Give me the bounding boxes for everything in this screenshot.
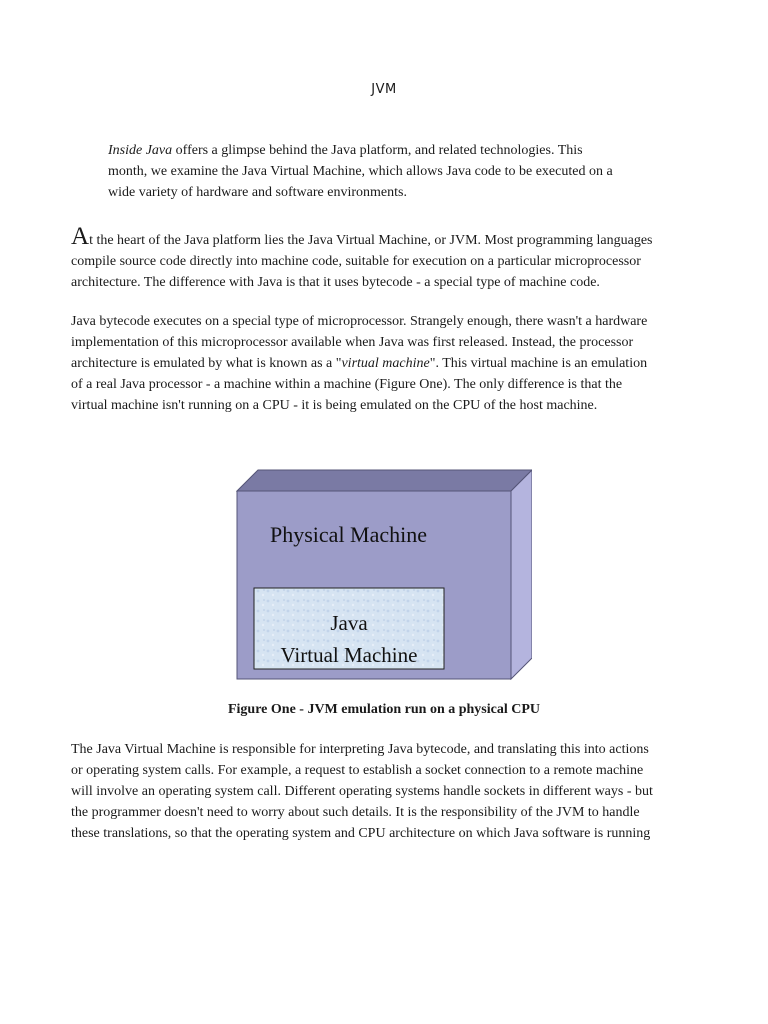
body-paragraph-2: [71, 311, 701, 416]
para2-line-5: virtual machine isn't running on a CPU - it is being emulated on the CPU of the host machine.: [71, 398, 598, 413]
body-paragraph-3: [71, 739, 701, 844]
figure-caption: Figure One - JVM emulation run on a physical CPU: [227, 702, 541, 717]
page-title: JVM: [371, 82, 397, 97]
para2-line-3: [71, 353, 701, 374]
box-top-face: [237, 470, 532, 491]
para3-line-5: these translations, so that the operating system and CPU architecture on which Java software is running: [71, 826, 651, 841]
body-paragraph-1: [71, 223, 701, 293]
para2-line-3-after: ". This virtual machine is an emulation: [429, 356, 648, 371]
para1-line-2: compile source code directly into machine code, suitable for execution on a particular microprocessor: [71, 254, 641, 269]
para2-line-3-before: architecture is emulated by what is known as a ": [71, 356, 342, 371]
intro-line-2: month, we examine the Java Virtual Machine, which allows Java code to be executed on a: [108, 164, 613, 179]
para3-line-3: will involve an operating system call. Different operating systems handle sockets in different ways - but: [71, 784, 653, 799]
intro-line-3: wide variety of hardware and software environments.: [108, 185, 407, 200]
para3-line-4: the programmer doesn't need to worry about such details. It is the responsibility of the JVM to handle: [71, 805, 640, 820]
intro-paragraph: [108, 140, 668, 203]
para3-line-1: The Java Virtual Machine is responsible for interpreting Java bytecode, and translating this into actions: [71, 742, 649, 757]
jvm-diagram: [236, 468, 532, 680]
para2-line-4: of a real Java processor - a machine within a machine (Figure One). The only difference is that the: [71, 377, 623, 392]
para1-line-1-text: t the heart of the Java platform lies the Java Virtual Machine, or JVM. Most programming languages: [89, 233, 653, 248]
para1-line-1: [71, 223, 701, 251]
para2-italic-term: virtual machine: [341, 356, 430, 371]
intro-italic-lead: Inside Java: [108, 143, 173, 158]
para2-line-1: Java bytecode executes on a special type of microprocessor. Strangely enough, there wasn't a hardware: [71, 314, 648, 329]
intro-line-1: [108, 140, 668, 161]
para2-line-2: implementation of this microprocessor available when Java was first released. Instead, the processor: [71, 335, 634, 350]
physical-machine-label: Physical Machine: [270, 522, 428, 547]
figure-one: [236, 468, 532, 680]
jvm-label-line-1: Java: [330, 611, 368, 635]
drop-cap: A: [71, 223, 90, 250]
para1-line-3: architecture. The difference with Java is that it uses bytecode - a special type of machine code.: [71, 275, 600, 290]
para3-line-2: or operating system calls. For example, a request to establish a socket connection to a remote machine: [71, 763, 644, 778]
jvm-label-line-2: Virtual Machine: [280, 643, 418, 667]
box-side-face: [511, 470, 532, 679]
intro-line-1-text: offers a glimpse behind the Java platform, and related technologies. This: [172, 143, 583, 158]
